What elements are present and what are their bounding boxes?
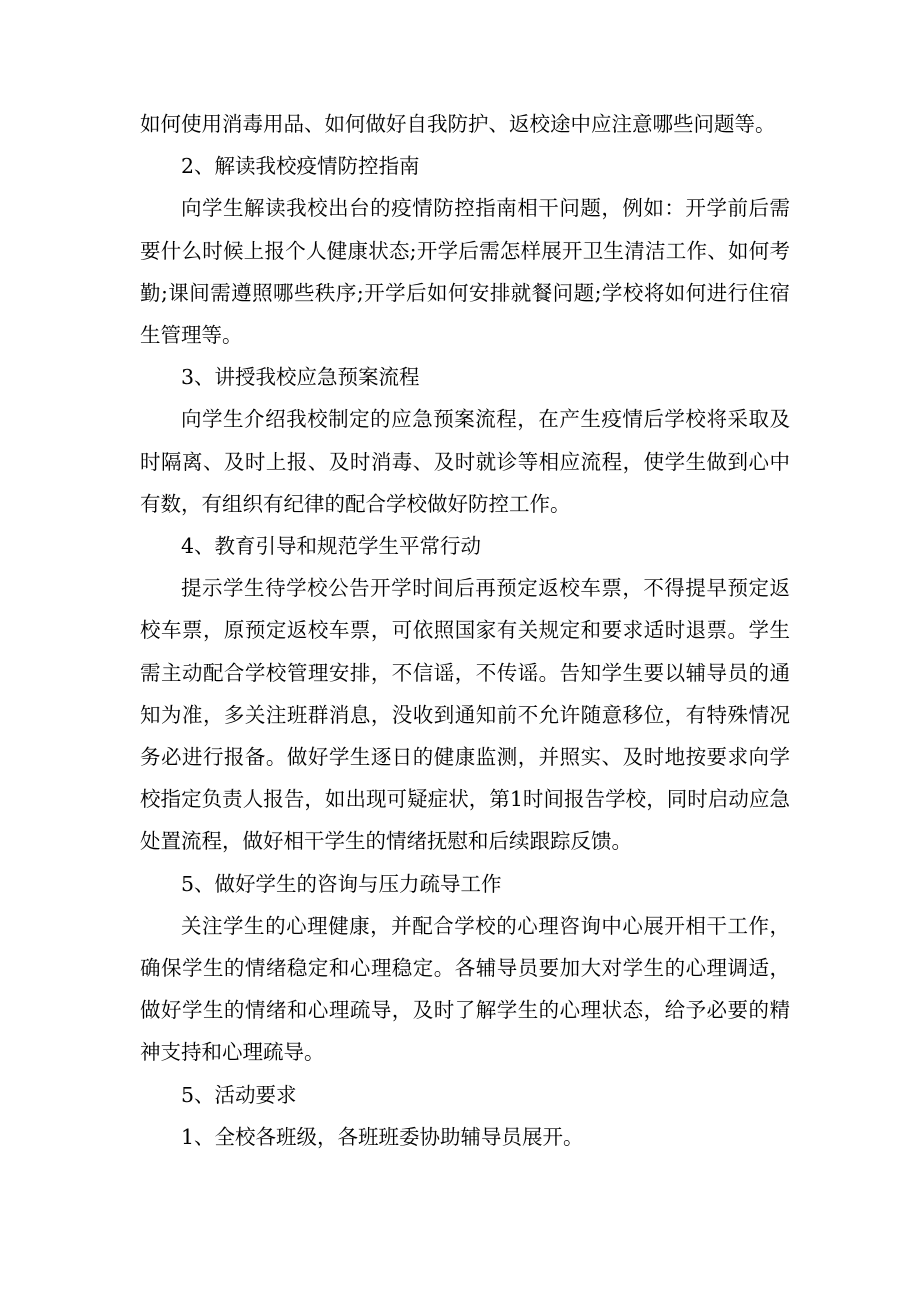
- section-heading-2: 2、解读我校疫情防控指南: [181, 154, 420, 179]
- document-body: [140, 103, 790, 1158]
- paragraph-continuation: 如何使用消毒用品、如何做好自我防护、返校途中应注意哪些问题等。: [140, 112, 776, 136]
- paragraph-guide: 向学生解读我校出台的疫情防控指南相干问题，例如：开学前后需要什么时候上报个人健康状态;开学后需怎样展开卫生清洁工作、如何考勤;课间需遵照哪些秩序;开学后如何安排就餐问题;学校将如何进行住宿生管理等。: [140, 196, 790, 348]
- section-heading-3: 3、讲授我校应急预案流程: [181, 365, 420, 390]
- section-heading-requirements: 5、活动要求: [181, 1082, 297, 1107]
- paragraph-counseling: 关注学生的心理健康，并配合学校的心理咨询中心展开相干工作，确保学生的情绪稳定和心理稳定。各辅导员要加大对学生的心理调适，做好学生的情绪和心理疏导，及时了解学生的心理状态，给予必要的精神支持和心理疏导。: [140, 913, 790, 1065]
- requirement-item-1: 1、全校各班级，各班班委协助辅导员展开。: [181, 1124, 584, 1149]
- paragraph-behavior: 提示学生待学校公告开学时间后再预定返校车票，不得提早预定返校车票，原预定返校车票，可依照国家有关规定和要求适时退票。学生需主动配合学校管理安排，不信谣，不传谣。告知学生要以辅导员的通知为准，多关注班群消息，没收到通知前不允许随意移位，有特殊情况务必进行报备。做好学生逐日的健康监测，并照实、及时地按要求向学校指定负责人报告，如出现可疑症状，第1时间报告学校，同时启动应急处置流程，做好相干学生的情绪抚慰和后续跟踪反馈。: [140, 576, 790, 854]
- section-heading-5: 5、做好学生的咨询与压力疏导工作: [181, 871, 502, 896]
- paragraph-emergency: 向学生介绍我校制定的应急预案流程，在产生疫情后学校将采取及时隔离、及时上报、及时消毒、及时就诊等相应流程，使学生做到心中有数，有组织有纪律的配合学校做好防控工作。: [140, 407, 790, 516]
- section-heading-4: 4、教育引导和规范学生平常行动: [181, 534, 482, 559]
